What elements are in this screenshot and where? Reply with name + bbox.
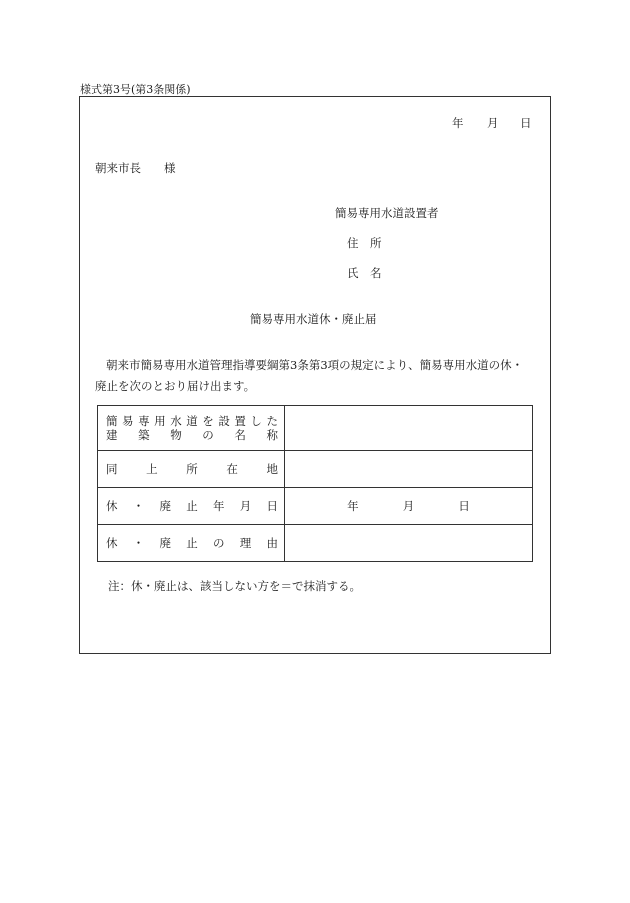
label-char: 在: [226, 462, 238, 476]
label-location: [98, 451, 285, 488]
reason-field[interactable]: [285, 525, 533, 562]
date-day-label: 日: [520, 116, 532, 130]
date-year-label: 年: [452, 116, 464, 130]
label-building-name: [98, 406, 285, 451]
label-char: 用: [154, 414, 166, 428]
body-text-line-1: 朝来市簡易専用水道管理指導要綱第3条第3項の規定により、簡易専用水道の休・: [106, 358, 524, 372]
form-number: 様式第3号(第3条関係): [80, 83, 191, 96]
label-char: 止: [186, 499, 198, 513]
label-char: 道: [186, 414, 198, 428]
label-char: 物: [170, 428, 182, 442]
applicant-name-label: 氏 名: [347, 266, 382, 280]
note-text: 注：休・廃止は、該当しない方を＝で抹消する。: [108, 579, 361, 593]
addressee: 朝来市長 様: [95, 161, 176, 175]
document-title: 簡易専用水道休・廃止届: [250, 312, 377, 326]
label-char: 理: [239, 536, 252, 550]
label-char: の: [213, 536, 225, 550]
label-char: 設: [218, 414, 230, 428]
label-char: 上: [146, 462, 158, 476]
label-line: [106, 428, 278, 442]
applicant-role: 簡易専用水道設置者: [335, 206, 439, 220]
table-row: [98, 406, 533, 451]
label-char: 地: [266, 462, 278, 476]
label-char: 休: [106, 499, 118, 513]
label-char: 日: [266, 499, 278, 513]
date-month-label: 月: [487, 116, 499, 130]
label-char: 置: [234, 414, 246, 428]
label-char: 年: [213, 499, 225, 513]
form-frame: [79, 96, 551, 654]
label-char: 由: [266, 536, 278, 550]
label-char: 廃: [159, 536, 171, 550]
label-char: 月: [239, 499, 252, 513]
label-char: し: [250, 414, 262, 428]
label-char: ・: [132, 499, 145, 513]
label-line: [106, 536, 278, 550]
table-row: [98, 525, 533, 562]
label-char: 名: [234, 428, 246, 442]
body-text-line-2: 廃止を次のとおり届け出ます。: [95, 379, 256, 393]
label-char: 称: [266, 428, 278, 442]
date-month-label: 月: [402, 499, 415, 513]
label-char: 易: [122, 414, 134, 428]
label-char: 止: [186, 536, 198, 550]
label-char: の: [202, 428, 214, 442]
label-line: [106, 462, 278, 476]
table-row: [98, 451, 533, 488]
label-char: 簡: [106, 414, 118, 428]
label-char: 同: [106, 462, 118, 476]
label-char: 建: [106, 428, 118, 442]
label-char: 廃: [159, 499, 171, 513]
label-reason: [98, 525, 285, 562]
label-char: 専: [138, 414, 150, 428]
label-char: を: [202, 414, 214, 428]
date-day-label: 日: [458, 499, 470, 513]
label-char: 水: [170, 414, 182, 428]
building-name-field[interactable]: [285, 406, 533, 451]
suspension-date-field[interactable]: [285, 488, 533, 525]
label-char: ・: [132, 536, 145, 550]
label-line: [106, 499, 278, 513]
label-char: 休: [106, 536, 118, 550]
label-char: 築: [138, 428, 150, 442]
table-row: [98, 488, 533, 525]
label-line: [106, 414, 278, 428]
info-table: [97, 405, 533, 562]
label-char: 所: [186, 462, 198, 476]
date-year-label: 年: [347, 499, 359, 513]
label-char: た: [266, 414, 278, 428]
applicant-address-label: 住 所: [347, 236, 382, 250]
label-suspension-date: [98, 488, 285, 525]
location-field[interactable]: [285, 451, 533, 488]
